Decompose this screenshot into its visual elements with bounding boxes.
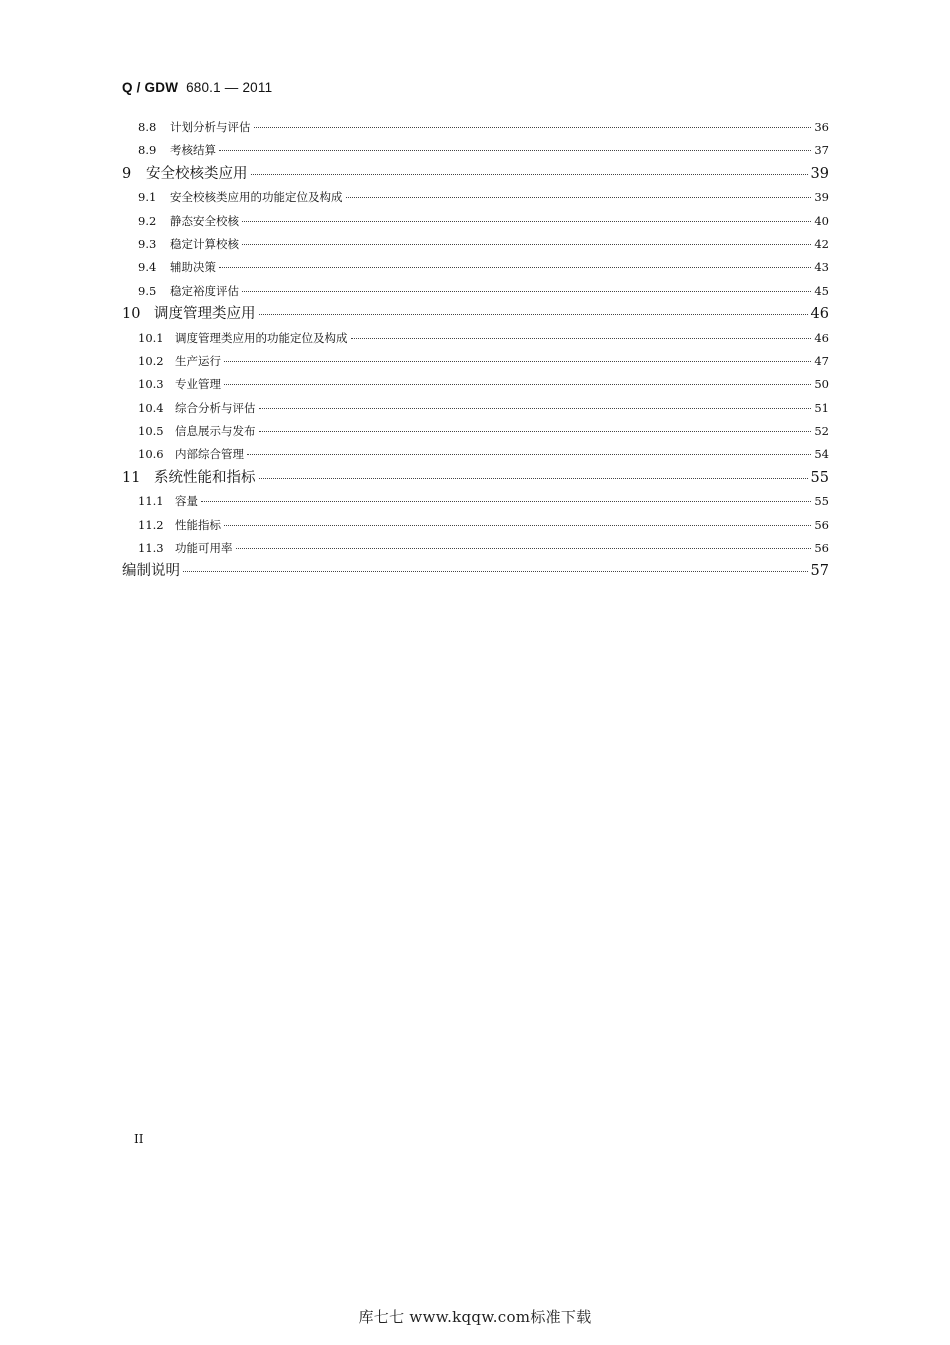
toc-entry-number: 10.1	[138, 330, 164, 345]
toc-entry-number: 8.8	[138, 120, 157, 134]
toc-entry[interactable]	[122, 350, 829, 373]
toc-entry[interactable]	[122, 139, 829, 162]
toc-entry[interactable]	[122, 327, 829, 350]
toc-entry-number: 11.3	[138, 541, 164, 556]
toc-entry-page: 40	[814, 213, 829, 228]
toc-dot-leader	[259, 431, 812, 432]
toc-dot-leader	[247, 454, 811, 455]
toc-entry-number: 10	[122, 306, 141, 323]
toc-entry-title: 性能指标	[175, 517, 221, 532]
toc-entry-title: 计划分析与评估	[170, 120, 251, 134]
toc-dot-leader	[224, 361, 811, 362]
toc-entry-title: 功能可用率	[175, 541, 233, 556]
toc-entry-page: 50	[814, 377, 829, 392]
toc-dot-leader	[242, 221, 811, 222]
toc-entry-number: 9	[122, 165, 132, 182]
toc-entry-number: 9.3	[138, 236, 157, 251]
toc-entry-page: 39	[814, 190, 829, 205]
toc-entry-page: 54	[814, 447, 829, 462]
toc-dot-leader	[346, 197, 812, 198]
toc-entry-page: 55	[810, 469, 829, 486]
table-of-contents	[122, 116, 829, 584]
document-header	[122, 80, 272, 95]
toc-entry-number: 10.4	[138, 400, 164, 415]
toc-dot-leader	[254, 127, 812, 128]
toc-entry-title: 容量	[175, 494, 198, 509]
toc-entry-title: 安全校核类应用的功能定位及构成	[170, 190, 343, 205]
toc-entry-page: 39	[810, 165, 829, 182]
toc-entry-number: 9.1	[138, 190, 157, 205]
toc-entry[interactable]	[122, 186, 829, 209]
toc-entry[interactable]	[122, 397, 829, 420]
toc-entry-page: 56	[814, 541, 829, 556]
toc-dot-leader	[201, 501, 811, 502]
toc-entry-title: 安全校核类应用	[146, 165, 248, 182]
toc-entry-title: 稳定计算校核	[170, 236, 239, 251]
toc-entry[interactable]	[122, 537, 829, 560]
toc-chapter-entry[interactable]	[122, 163, 829, 186]
toc-entry[interactable]	[122, 420, 829, 443]
toc-chapter-entry[interactable]	[122, 303, 829, 326]
toc-dot-leader	[224, 384, 811, 385]
toc-entry-number: 10.6	[138, 447, 164, 462]
toc-entry-page: 43	[814, 260, 829, 275]
toc-entry-page: 37	[814, 143, 829, 158]
toc-entry[interactable]	[122, 256, 829, 279]
toc-entry[interactable]	[122, 280, 829, 303]
toc-entry-number: 10.2	[138, 353, 164, 368]
toc-entry[interactable]	[122, 233, 829, 256]
toc-entry-title: 静态安全校核	[170, 213, 239, 228]
toc-entry-title: 综合分析与评估	[175, 400, 256, 415]
toc-entry-title: 辅助决策	[170, 260, 216, 275]
toc-entry[interactable]	[122, 210, 829, 233]
standard-prefix: Q / GDW	[122, 80, 179, 95]
toc-entry-page: 52	[814, 424, 829, 439]
toc-entry[interactable]	[122, 373, 829, 396]
toc-entry-page: 56	[814, 517, 829, 532]
toc-dot-leader	[224, 525, 811, 526]
toc-entry-page: 36	[814, 120, 829, 134]
toc-entry-page: 47	[814, 353, 829, 368]
toc-entry-page: 55	[814, 494, 829, 509]
page-number: II	[134, 1132, 144, 1146]
toc-entry-title: 调度管理类应用的功能定位及构成	[175, 330, 348, 345]
toc-entry[interactable]	[122, 514, 829, 537]
toc-entry-title: 信息展示与发布	[175, 424, 256, 439]
toc-dot-leader	[259, 408, 812, 409]
toc-entry-page: 46	[810, 306, 829, 323]
toc-entry-page: 42	[814, 236, 829, 251]
toc-entry-title: 专业管理	[175, 377, 221, 392]
standard-code: 680.1 — 2011	[186, 80, 273, 95]
toc-entry-title: 生产运行	[175, 353, 221, 368]
toc-dot-leader	[242, 291, 811, 292]
toc-dot-leader	[219, 267, 811, 268]
toc-entry-number: 9.2	[138, 213, 157, 228]
toc-entry-page: 51	[814, 400, 829, 415]
toc-entry-title: 稳定裕度评估	[170, 283, 239, 298]
toc-dot-leader	[351, 338, 812, 339]
toc-appendix-entry[interactable]	[122, 560, 829, 583]
toc-dot-leader	[219, 150, 811, 151]
toc-entry[interactable]	[122, 116, 829, 139]
toc-entry-number: 11.2	[138, 517, 164, 532]
footer-watermark: 库七七 www.kqqw.com标准下载	[358, 1308, 592, 1326]
toc-entry-page: 45	[814, 283, 829, 298]
toc-entry-title: 考核结算	[170, 143, 216, 158]
toc-entry[interactable]	[122, 443, 829, 466]
toc-entry[interactable]	[122, 490, 829, 513]
toc-entry-number: 9.4	[138, 260, 157, 275]
toc-entry-title: 编制说明	[122, 563, 180, 580]
toc-dot-leader	[236, 548, 812, 549]
toc-entry-number: 11.1	[138, 494, 164, 509]
toc-entry-number: 10.5	[138, 424, 164, 439]
toc-entry-number: 9.5	[138, 283, 157, 298]
toc-entry-number: 10.3	[138, 377, 164, 392]
toc-dot-leader	[259, 478, 808, 479]
toc-dot-leader	[259, 314, 808, 315]
toc-entry-title: 调度管理类应用	[154, 306, 256, 323]
toc-dot-leader	[183, 571, 808, 572]
toc-entry-number: 8.9	[138, 143, 157, 158]
toc-dot-leader	[251, 174, 808, 175]
toc-entry-number: 11	[122, 469, 141, 486]
toc-entry-title: 系统性能和指标	[154, 469, 256, 486]
toc-entry-title: 内部综合管理	[175, 447, 244, 462]
toc-chapter-entry[interactable]	[122, 467, 829, 490]
toc-entry-page: 57	[810, 563, 829, 580]
toc-dot-leader	[242, 244, 811, 245]
toc-entry-page: 46	[814, 330, 829, 345]
